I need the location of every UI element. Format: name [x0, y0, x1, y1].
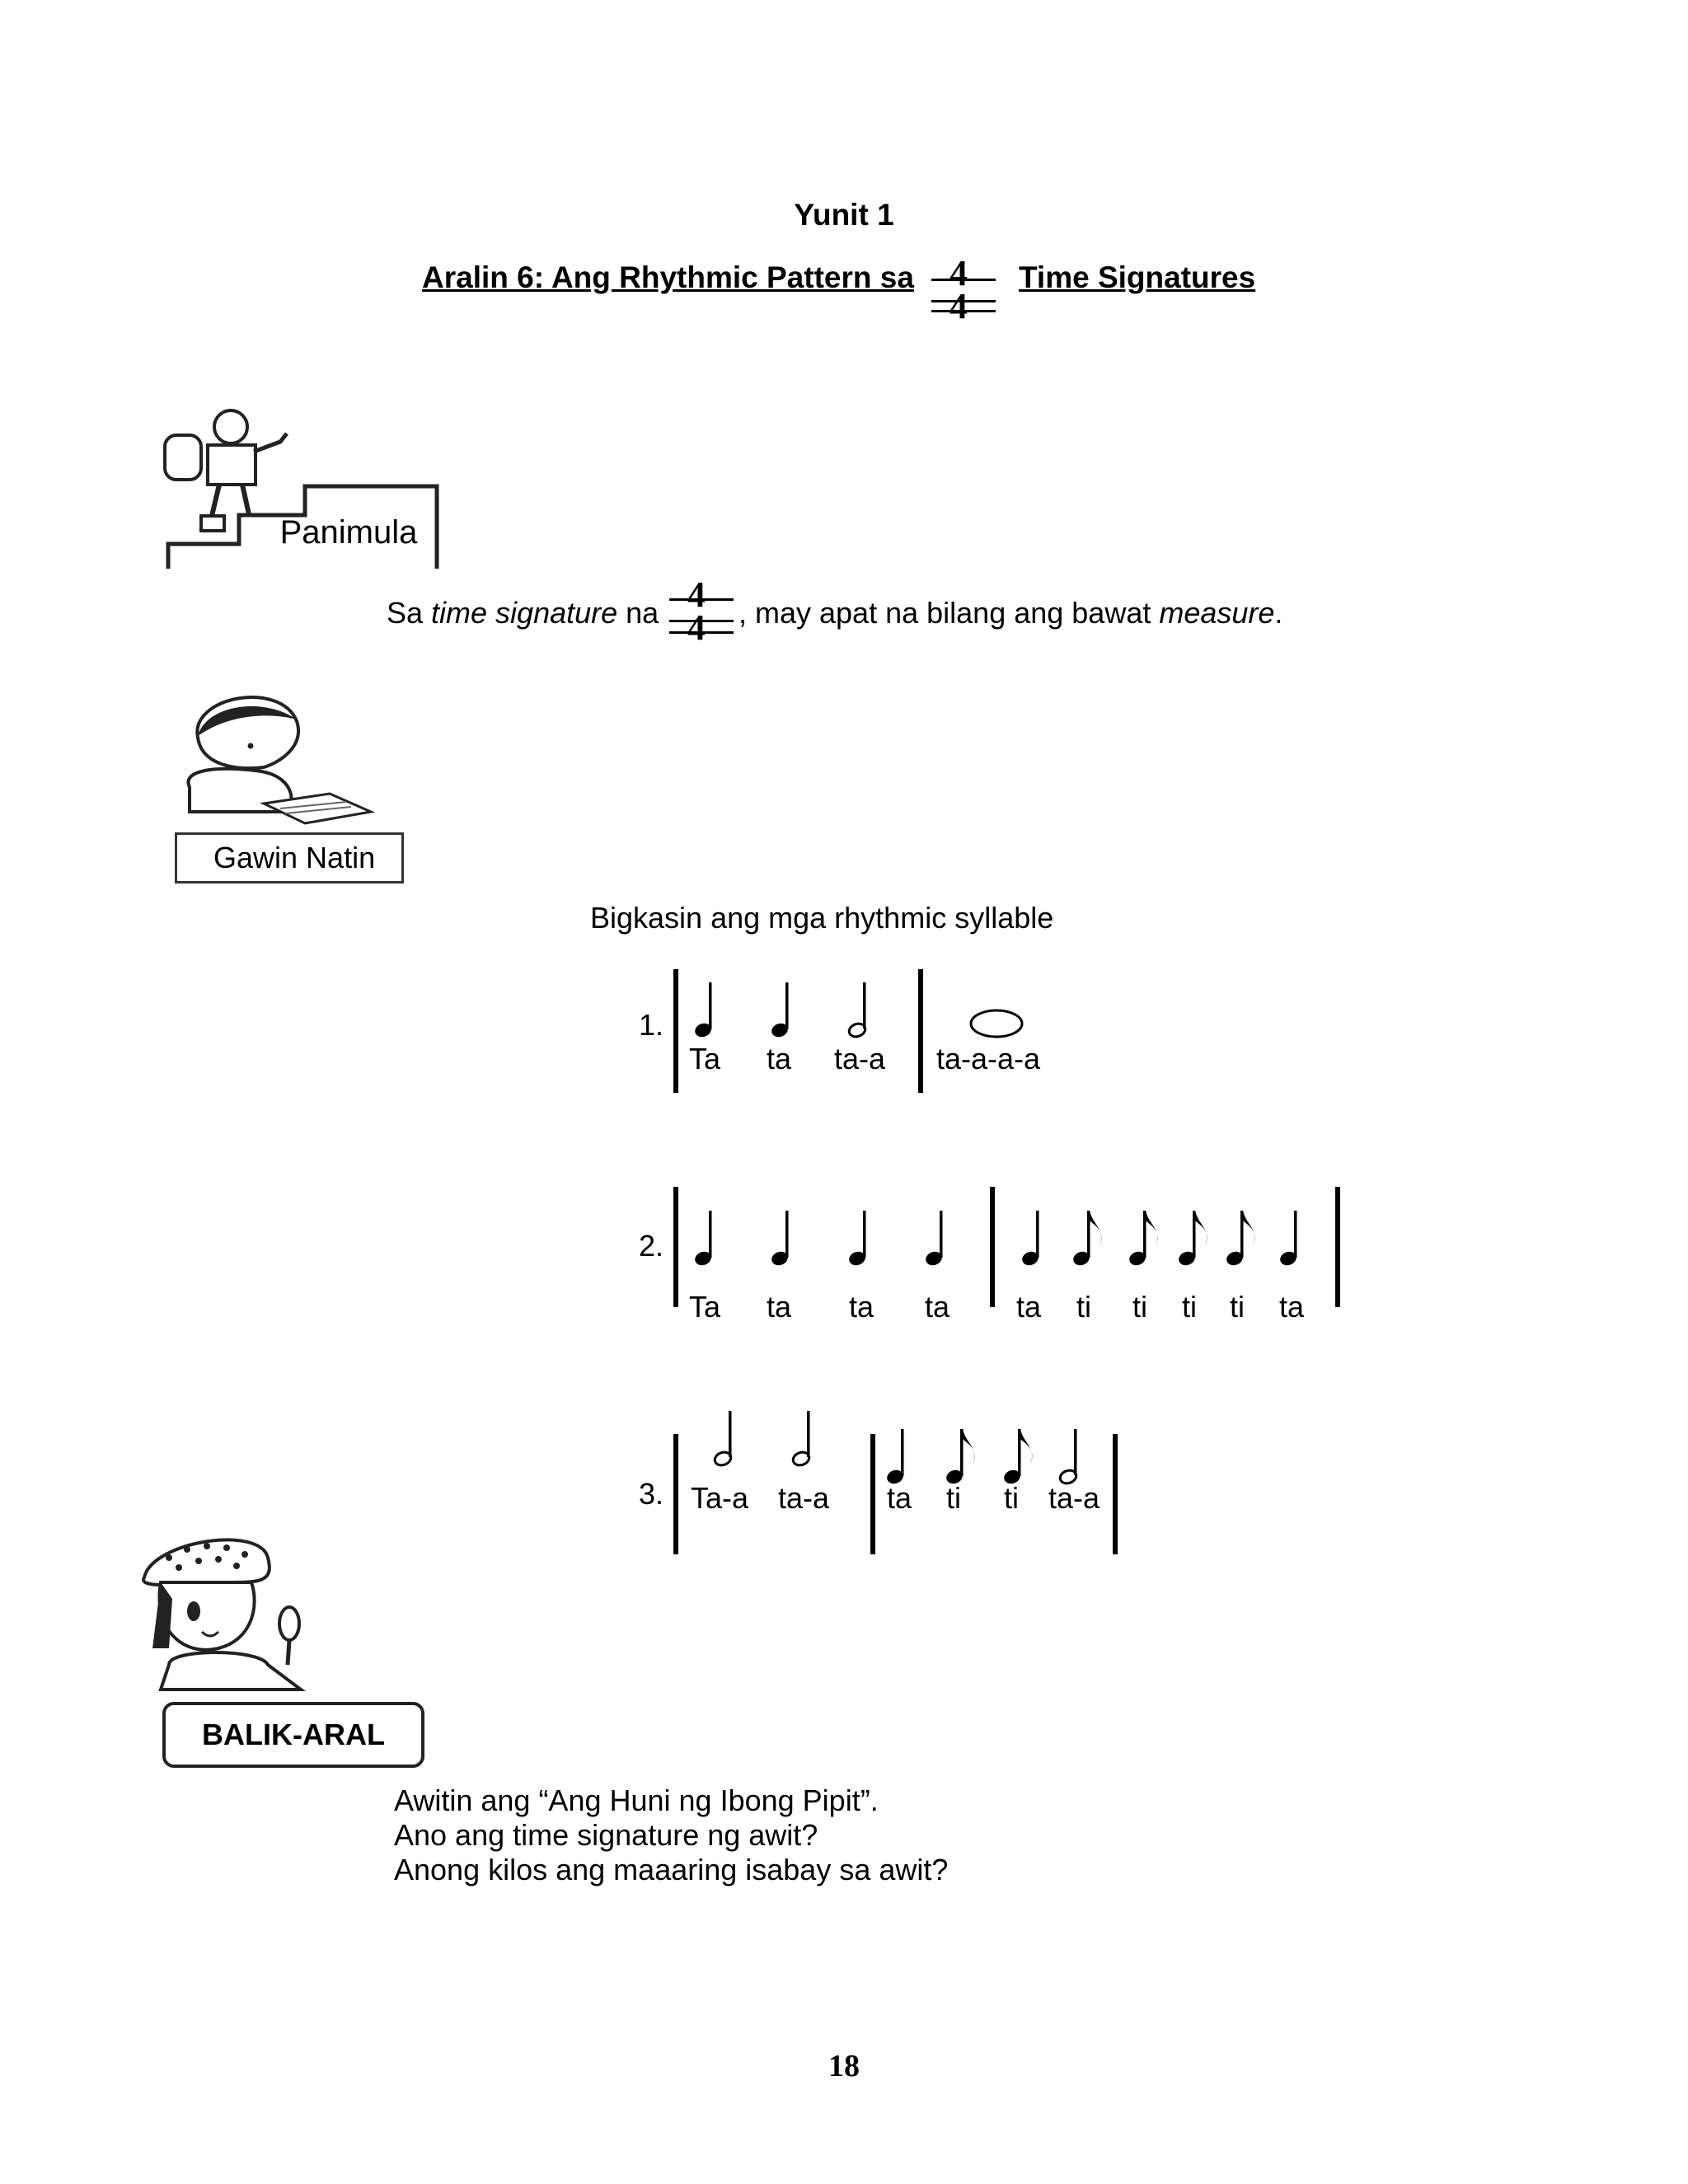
- exercise-2-syllable: ta: [849, 1290, 874, 1324]
- girl-with-magnifier-icon: [136, 1525, 334, 1714]
- inline-time-sig-top: 4: [687, 574, 706, 615]
- panimula-text-1: Sa: [387, 596, 432, 630]
- exercise-2-syllable: ta: [767, 1290, 792, 1324]
- exercise-3-syllable: Ta-a: [691, 1481, 749, 1515]
- panimula-label-text: Panimula: [279, 513, 418, 551]
- panimula-text-2: na: [617, 596, 659, 630]
- balik-aral-line-1: Awitin ang “Ang Huni ng Ibong Pipit”.: [394, 1783, 879, 1817]
- inline-time-sig-bottom: 4: [687, 607, 706, 648]
- time-sig-top: 4: [950, 253, 968, 293]
- exercise-2-syllable: ti: [1132, 1290, 1147, 1324]
- panimula-text-4: .: [1274, 596, 1283, 630]
- exercise-1-syllable: ta: [767, 1042, 792, 1076]
- panimula-italic-2: measure: [1159, 596, 1275, 630]
- panimula-italic-1: time signature: [431, 596, 618, 630]
- exercise-3-syllable: ta: [887, 1481, 912, 1515]
- exercise-2-syllable: Ta: [689, 1290, 721, 1324]
- exercise-1-syllable: Ta: [689, 1042, 721, 1076]
- exercise-2-syllable: ta: [1279, 1290, 1305, 1324]
- exercise-2-syllable: ta: [1016, 1290, 1042, 1324]
- unit-title: Yunit 1: [794, 198, 894, 232]
- exercise-2-syllable: ti: [1230, 1290, 1245, 1324]
- exercise-2-syllable: ti: [1182, 1290, 1197, 1324]
- lesson-title-part-1: Aralin 6: Ang Rhythmic Pattern sa: [422, 260, 914, 294]
- exercise-3-syllable: ta-a: [778, 1481, 830, 1515]
- exercise-2-number: 2.: [639, 1229, 664, 1263]
- exercise-1-syllable: ta-a-a-a: [936, 1042, 1041, 1076]
- page-number: 18: [828, 2049, 860, 2083]
- lesson-title-part-2: Time Signatures: [1019, 260, 1256, 294]
- exercise-3-syllable: ta-a: [1048, 1481, 1100, 1515]
- panimula-text-3: , may apat na bilang ang bawat: [738, 596, 1160, 630]
- time-sig-bottom: 4: [950, 286, 968, 326]
- gawin-instruction: Bigkasin ang mga rhythmic syllable: [590, 901, 1054, 935]
- balik-aral-label-text: BALIK-ARAL: [202, 1718, 385, 1751]
- balik-aral-line-3: Anong kilos ang maaaring isabay sa awit?: [394, 1853, 949, 1886]
- balik-aral-line-2: Ano ang time signature ng awit?: [394, 1818, 818, 1852]
- exercise-3-syllable: ti: [1004, 1481, 1019, 1515]
- exercise-2-syllable: ti: [1076, 1290, 1091, 1324]
- balik-aral-label: [162, 1702, 424, 1768]
- exercise-2-syllable: ta: [925, 1290, 950, 1324]
- exercise-1-syllable: ta-a: [834, 1042, 886, 1076]
- exercise-3-syllable: ti: [946, 1481, 961, 1515]
- exercise-3-number: 3.: [639, 1477, 664, 1511]
- exercise-1-number: 1.: [639, 1008, 664, 1042]
- gawin-natin-label-text: Gawin Natin: [213, 841, 376, 874]
